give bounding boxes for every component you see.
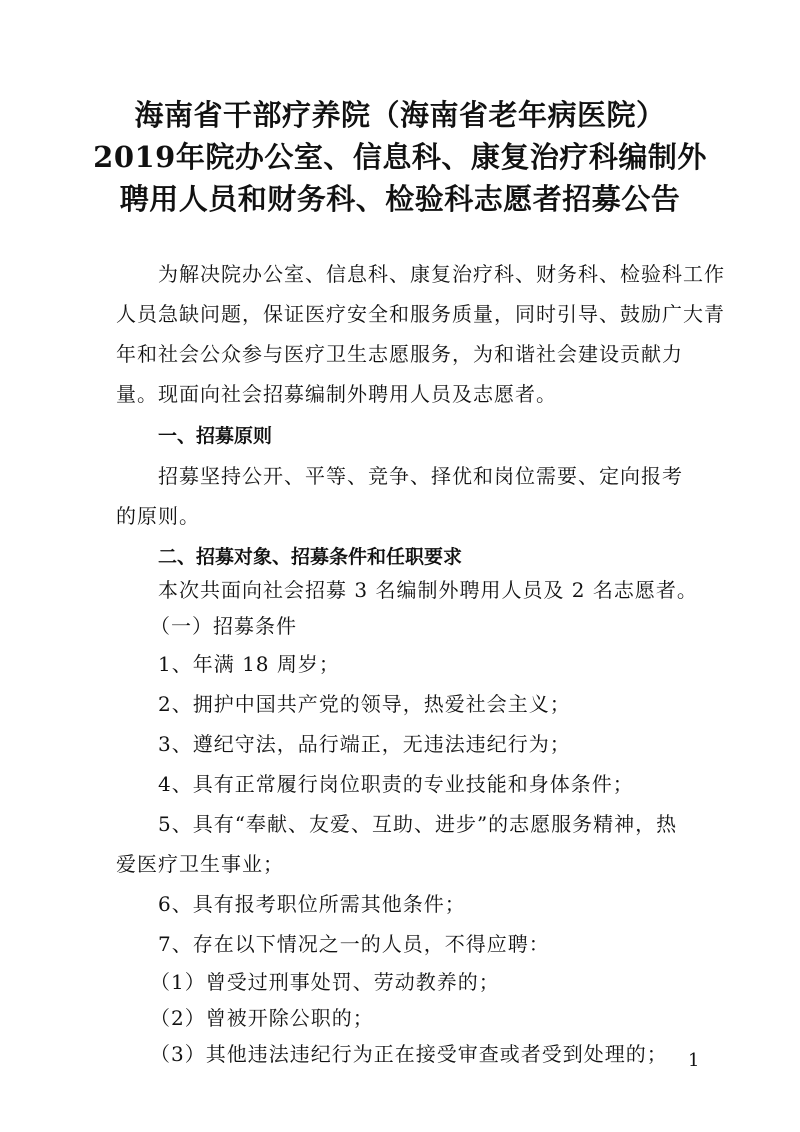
intro-line-1: 为解决院办公室、信息科、康复治疗科、财务科、检验科工作 xyxy=(158,262,725,286)
section-heading-requirements: 二、招募对象、招募条件和任职要求 xyxy=(158,546,463,568)
intro-line-2: 人员急缺问题，保证医疗安全和服务质量，同时引导、鼓励广大青 xyxy=(116,302,725,326)
principles-line-2: 的原则。 xyxy=(116,504,200,528)
title-line-2: 2019年院办公室、信息科、康复治疗科编制外 xyxy=(93,140,707,174)
principles-line-1: 招募坚持公开、平等、竞争、择优和岗位需要、定向报考 xyxy=(158,464,683,488)
intro-line-4: 量。现面向社会招募编制外聘用人员及志愿者。 xyxy=(116,382,557,406)
recruitment-summary: 本次共面向社会招募 3 名编制外聘用人员及 2 名志愿者。 xyxy=(158,578,698,602)
condition-item-5: 5、具有“奉献、友爱、互助、进步”的志愿服务精神，热 xyxy=(158,812,678,836)
exclusion-item-3: （3）其他违法违纪行为正在接受审查或者受到处理的； xyxy=(150,1042,668,1066)
condition-item-4: 4、具有正常履行岗位职责的专业技能和身体条件； xyxy=(158,772,634,796)
condition-item-1: 1、年满 18 周岁； xyxy=(158,652,340,676)
condition-item-5-cont: 爱医疗卫生事业； xyxy=(116,852,284,876)
condition-item-7: 7、存在以下情况之一的人员，不得应聘： xyxy=(158,932,550,956)
title-line-3: 聘用人员和财务科、检验科志愿者招募公告 xyxy=(119,182,681,216)
condition-item-2: 2、拥护中国共产党的领导，热爱社会主义； xyxy=(158,692,571,716)
page-number: 1 xyxy=(688,1050,700,1071)
condition-item-3: 3、遵纪守法，品行端正，无违法违纪行为； xyxy=(158,732,571,756)
condition-item-6: 6、具有报考职位所需其他条件； xyxy=(158,892,466,916)
section-heading-principles: 一、招募原则 xyxy=(158,425,273,447)
exclusion-item-2: （2）曾被开除公职的； xyxy=(150,1006,374,1030)
exclusion-item-1: （1）曾受过刑事处罚、劳动教养的； xyxy=(150,970,500,994)
announcement-title xyxy=(80,94,720,220)
intro-line-3: 年和社会公众参与医疗卫生志愿服务，为和谐社会建设贡献力 xyxy=(116,342,683,366)
subheading-conditions: （一）招募条件 xyxy=(150,614,297,638)
title-line-1: 海南省干部疗养院（海南省老年病医院） xyxy=(134,98,666,132)
